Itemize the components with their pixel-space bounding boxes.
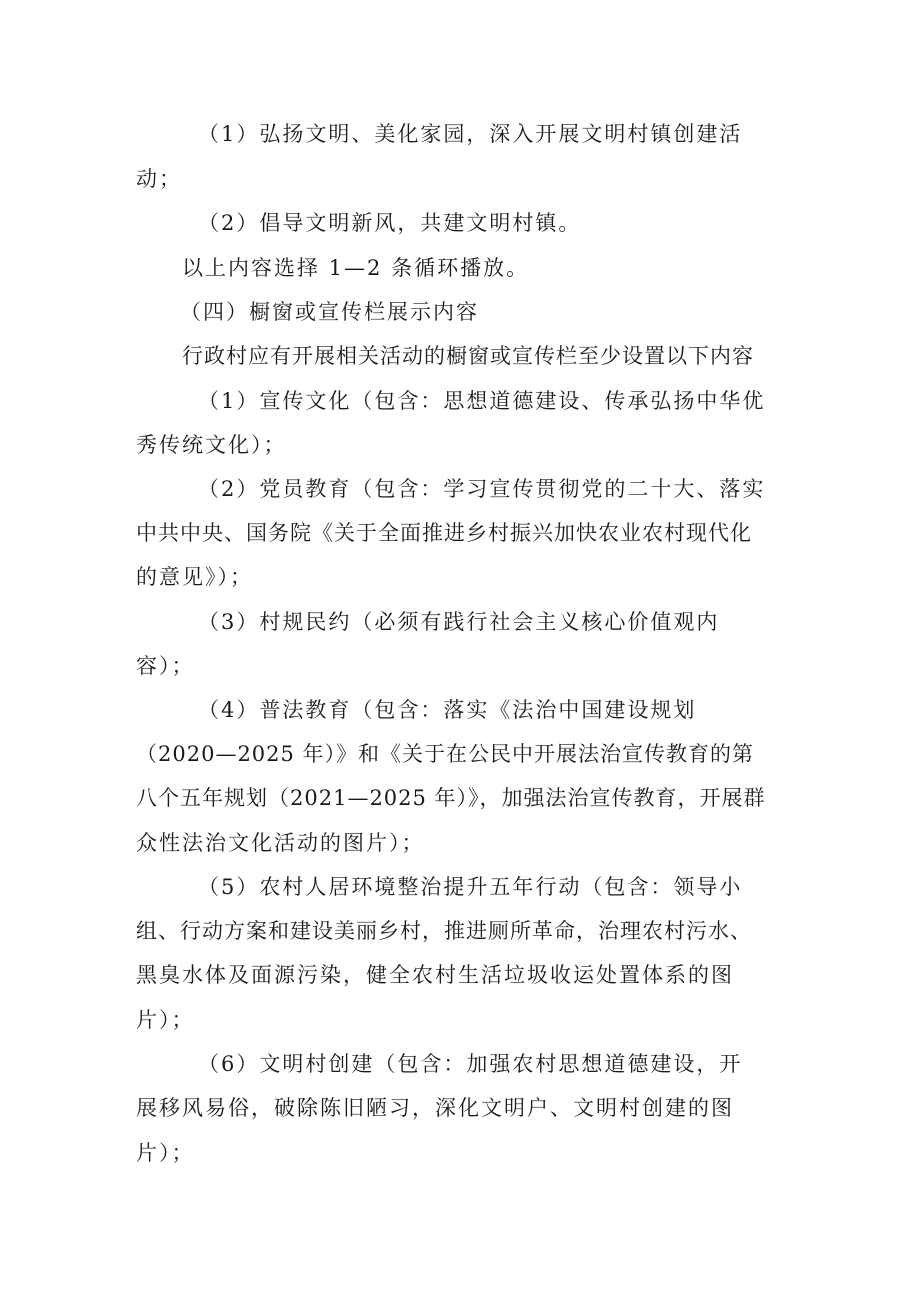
paragraph-line-2: 动； (136, 167, 182, 191)
paragraph-line-20: 黑臭水体及面源污染，健全农村生活垃圾收运处置体系的图 (136, 963, 734, 987)
paragraph-line-24: 片）； (136, 1141, 195, 1165)
paragraph-line-16: 八个五年规划（2021—2025 年）》，加强法治宣传教育，开展群 (136, 786, 766, 810)
section-heading: （四）橱窗或宣传栏展示内容 (180, 300, 479, 324)
paragraph-line-9: （2）党员教育（包含：学习宣传贯彻党的二十大、落实 (198, 477, 766, 501)
paragraph-line-13: 容）； (136, 654, 195, 678)
paragraph-line-10: 中共中央、国务院《关于全面推进乡村振兴加快农业农村现代化 (136, 521, 752, 545)
paragraph-line-18: （5）农村人居环境整治提升五年行动（包含：领导小 (198, 875, 743, 899)
paragraph-line-22: （6）文明村创建（包含：加强农村思想道德建设，开 (198, 1052, 743, 1076)
paragraph-line-21: 片）； (136, 1008, 195, 1032)
paragraph-line-1: （1）弘扬文明、美化家园，深入开展文明村镇创建活 (198, 122, 743, 146)
paragraph-line-4: 以上内容选择 1—2 条循环播放。 (182, 256, 530, 280)
paragraph-line-19: 组、行动方案和建设美丽乡村，推进厕所革命，治理农村污水、 (136, 919, 752, 943)
paragraph-line-12: （3）村规民约（必须有践行社会主义核心价值观内 (198, 610, 720, 634)
paragraph-line-14: （4）普法教育（包含：落实《法治中国建设规划 (198, 698, 697, 722)
paragraph-line-7: （1）宣传文化（包含：思想道德建设、传承弘扬中华优 (198, 389, 766, 413)
paragraph-line-23: 展移风易俗，破除陈旧陋习，深化文明户、文明村创建的图 (136, 1096, 734, 1120)
paragraph-line-8: 秀传统文化）； (136, 433, 287, 457)
paragraph-line-15: （2020—2025 年）》和《关于在公民中开展法治宣传教育的第 (136, 742, 755, 766)
paragraph-line-11: 的意见》）； (136, 565, 253, 589)
paragraph-line-6: 行政村应有开展相关活动的橱窗或宣传栏至少设置以下内容 (182, 344, 754, 368)
paragraph-line-3: （2）倡导文明新风，共建文明村镇。 (198, 211, 582, 235)
paragraph-line-17: 众性法治文化活动的图片）； (136, 831, 425, 855)
